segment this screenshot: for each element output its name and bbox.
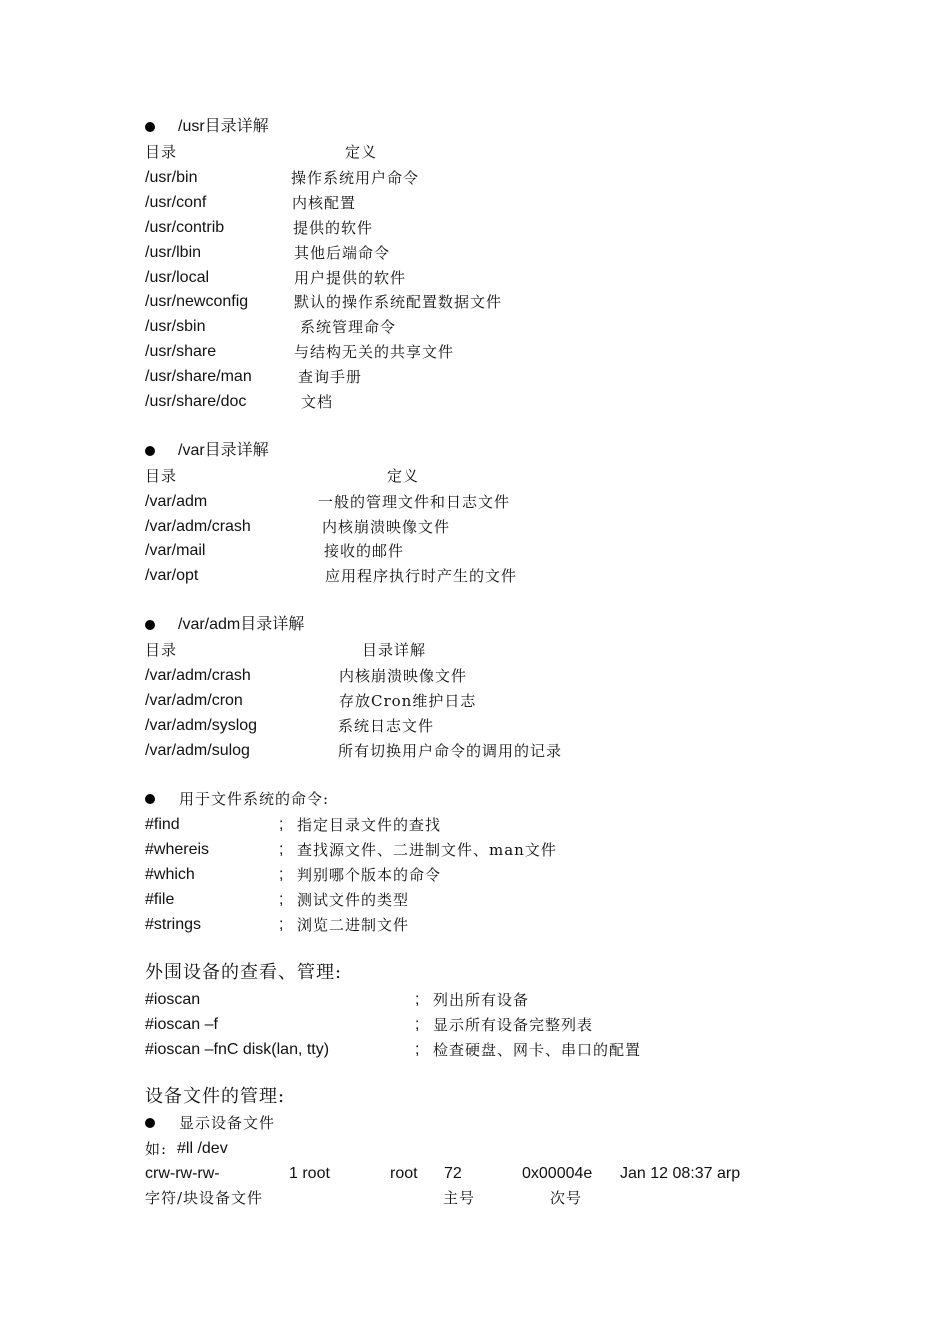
- dir-definition: 所有切换用户命令的调用的记录: [338, 742, 563, 760]
- dir-definition: 查询手册: [298, 368, 363, 386]
- dir-definition: 内核崩溃映像文件: [322, 518, 451, 536]
- command: #find: [145, 816, 180, 833]
- dir-definition: 内核崩溃映像文件: [339, 667, 468, 685]
- dir-path: /usr/conf: [145, 194, 207, 211]
- dir-path: /var/adm/sulog: [145, 742, 250, 759]
- dir-path: /var/adm/syslog: [145, 717, 258, 734]
- command: #ioscan –f: [145, 1016, 218, 1033]
- section-heading-usr: /usr目录详解: [178, 118, 269, 135]
- separator: ;: [279, 916, 284, 933]
- separator: ;: [279, 816, 284, 833]
- dir-path: /usr/local: [145, 269, 210, 286]
- varadm-col-dir: 目录: [145, 641, 178, 659]
- dir-definition: 应用程序执行时产生的文件: [325, 567, 518, 585]
- section-heading-var: /var目录详解: [178, 442, 269, 459]
- section-heading-fs-commands: 用于文件系统的命令:: [179, 790, 330, 808]
- label-device-type: 字符/块设备文件: [145, 1189, 264, 1207]
- command: #whereis: [145, 841, 210, 858]
- section-heading-device-files: 设备文件的管理:: [145, 1086, 286, 1107]
- command-description: 判别哪个版本的命令: [297, 866, 442, 884]
- dir-path: /var/adm/crash: [145, 518, 251, 535]
- dir-path: /var/adm/cron: [145, 692, 243, 709]
- dir-definition: 其他后端命令: [294, 244, 391, 262]
- dir-definition: 提供的软件: [293, 219, 374, 237]
- listing-links-owner: 1 root: [289, 1165, 330, 1182]
- separator: ;: [415, 1016, 420, 1033]
- separator: ;: [415, 1041, 420, 1058]
- separator: ;: [279, 841, 284, 858]
- example-prefix: 如:: [145, 1140, 168, 1158]
- dir-definition: 存放Cron维护日志: [339, 692, 477, 710]
- command-description: 检查硬盘、网卡、串口的配置: [433, 1041, 642, 1059]
- bullet-icon: [145, 794, 155, 804]
- dir-path: /usr/lbin: [145, 244, 202, 261]
- dir-definition: 文档: [301, 393, 334, 411]
- listing-group: root: [390, 1165, 418, 1182]
- command: #which: [145, 866, 195, 883]
- command-description: 显示所有设备完整列表: [433, 1016, 594, 1034]
- bullet-icon: [145, 122, 155, 132]
- dir-path: /usr/share/man: [145, 368, 252, 385]
- dir-path: /usr/bin: [145, 169, 198, 186]
- dir-path: /usr/contrib: [145, 219, 225, 236]
- separator: ;: [279, 891, 284, 908]
- section-heading-varadm: /var/adm目录详解: [178, 616, 305, 633]
- dir-definition: 一般的管理文件和日志文件: [318, 493, 511, 511]
- command: #strings: [145, 916, 202, 933]
- listing-minor: 0x00004e: [522, 1165, 593, 1182]
- command: #ioscan –fnC disk(lan, tty): [145, 1041, 330, 1058]
- dir-definition: 系统管理命令: [300, 318, 397, 336]
- label-major: 主号: [443, 1189, 476, 1207]
- listing-date-name: Jan 12 08:37 arp: [620, 1165, 741, 1182]
- dir-definition: 用户提供的软件: [294, 269, 407, 287]
- command-description: 查找源文件、二进制文件、man文件: [297, 841, 557, 859]
- dir-path: /var/opt: [145, 567, 199, 584]
- section-heading-devices: 外围设备的查看、管理:: [145, 962, 343, 983]
- separator: ;: [279, 866, 284, 883]
- var-col-def: 定义: [387, 467, 420, 485]
- dir-path: /usr/sbin: [145, 318, 206, 335]
- bullet-icon: [145, 620, 155, 630]
- command: #ioscan: [145, 991, 201, 1008]
- var-col-dir: 目录: [145, 467, 178, 485]
- dir-path: /var/mail: [145, 542, 206, 559]
- dir-definition: 系统日志文件: [338, 717, 435, 735]
- listing-major: 72: [444, 1165, 462, 1182]
- listing-permissions: crw-rw-rw-: [145, 1165, 220, 1182]
- dir-definition: 接收的邮件: [324, 542, 405, 560]
- example-command: #ll /dev: [177, 1140, 228, 1157]
- separator: ;: [415, 991, 420, 1008]
- device-files-bullet: 显示设备文件: [179, 1114, 276, 1132]
- command-description: 指定目录文件的查找: [297, 816, 442, 834]
- dir-path: /usr/share/doc: [145, 393, 247, 410]
- dir-definition: 内核配置: [292, 194, 357, 212]
- bullet-icon: [145, 446, 155, 456]
- command-description: 浏览二进制文件: [297, 916, 410, 934]
- dir-definition: 操作系统用户命令: [291, 169, 420, 187]
- varadm-col-def: 目录详解: [362, 641, 427, 659]
- dir-path: /var/adm/crash: [145, 667, 251, 684]
- usr-col-def: 定义: [345, 143, 378, 161]
- usr-col-dir: 目录: [145, 143, 178, 161]
- dir-path: /var/adm: [145, 493, 208, 510]
- command: #file: [145, 891, 175, 908]
- dir-path: /usr/newconfig: [145, 293, 249, 310]
- dir-path: /usr/share: [145, 343, 217, 360]
- command-description: 列出所有设备: [433, 991, 530, 1009]
- label-minor: 次号: [550, 1189, 583, 1207]
- dir-definition: 默认的操作系统配置数据文件: [294, 293, 503, 311]
- bullet-icon: [145, 1118, 155, 1128]
- command-description: 测试文件的类型: [297, 891, 410, 909]
- dir-definition: 与结构无关的共享文件: [294, 343, 455, 361]
